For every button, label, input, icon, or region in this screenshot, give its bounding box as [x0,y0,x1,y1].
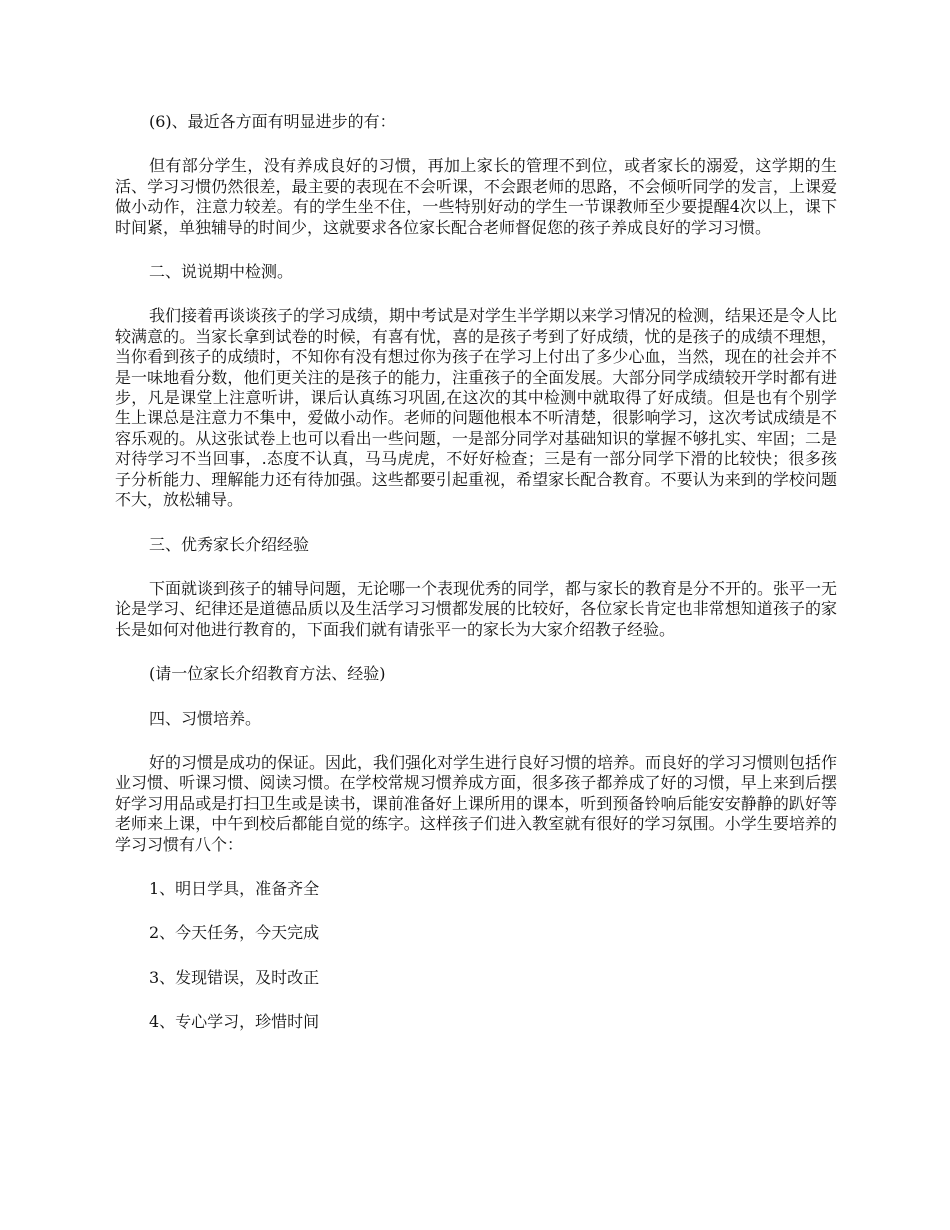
midterm-paragraph: 我们接着再谈谈孩子的学习成绩，期中考试是对学生半学期以来学习情况的检测，结果还是令人比较满意的。当家长拿到试卷的时候，有喜有忧，喜的是孩子考到了好成绩，忧的是孩子的成绩不理想，当你看到孩子的成绩时，不知你有没有想过你为孩子在学习上付出了多少心血，当然，现在的社会并不是一味地看分数，他们更关注的是孩子的能力，注重孩子的全面发展。大部分同学成绩较开学时都有进步，凡是课堂上注意听讲，课后认真练习巩固,在这次的其中检测中就取得了好成绩。但是也有个别学生上课总是注意力不集中，爱做小动作。老师的问题他根本不听清楚，很影响学习，这次考试成绩是不容乐观的。从这张试卷上也可以看出一些问题，一是部分同学对基础知识的掌握不够扎实、牢固；二是对待学习不当回事，.态度不认真，马马虎虎，不好好检查；三是有一部分同学下滑的比较快；很多孩子分析能力、理解能力还有待加强。这些都要引起重视，希望家长配合教育。不要认为来到的学校问题不大，放松辅导。 [115,306,838,510]
document-body [115,112,837,1057]
habit-list-item: 4、专心学习，珍惜时间 [149,1012,320,1032]
habits-problem-paragraph: 但有部分学生，没有养成良好的习惯，再加上家长的管理不到位，或者家长的溺爱，这学期的生活、学习习惯仍然很差，最主要的表现在不会听课，不会跟老师的思路，不会倾听同学的发言，上课爱做小动作，注意力较差。有的学生坐不住，一些特别好动的学生一节课教师至少要提醒4次以上，课下时间紧，单独辅导的时间少，这就要求各位家长配合老师督促您的孩子养成良好的学习习惯。 [115,156,837,237]
parent-experience-paragraph: 下面就谈到孩子的辅导问题，无论哪一个表现优秀的同学，都与家长的教育是分不开的。张平一无论是学习、纪律还是道德品质以及生活学习习惯都发展的比较好，各位家长肯定也非常想知道孩子的家长是如何对他进行教育的，下面我们就有请张平一的家长为大家介绍教子经验。 [115,578,838,639]
section-heading-parent-experience: 三、优秀家长介绍经验 [149,534,310,554]
section-heading-midterm: 二、说说期中检测。 [149,262,294,282]
progress-heading: (6)、最近各方面有明显进步的有： [149,112,396,131]
habit-list-item: 1、明日学具，准备齐全 [149,878,320,898]
habit-list-item: 2、今天任务，今天完成 [149,923,320,943]
habits-paragraph: 好的习惯是成功的保证。因此，我们强化对学生进行良好习惯的培养。而良好的学习习惯则包括作业习惯、听课习惯、阅读习惯。在学校常规习惯养成方面，很多孩子都养成了好的习惯，早上来到后摆好学习用品或是打扫卫生或是读书，课前准备好上课所用的课本，听到预备铃响后能安安静静的趴好等老师来上课，中午到校后都能自觉的练字。这样孩子们进入教室就有很好的学习氛围。小学生要培养的学习习惯有八个： [115,752,838,854]
parent-introduction-note: (请一位家长介绍教育方法、经验) [149,664,386,684]
habit-list-item: 3、发现错误，及时改正 [149,967,320,987]
section-heading-habits: 四、习惯培养。 [149,708,262,728]
